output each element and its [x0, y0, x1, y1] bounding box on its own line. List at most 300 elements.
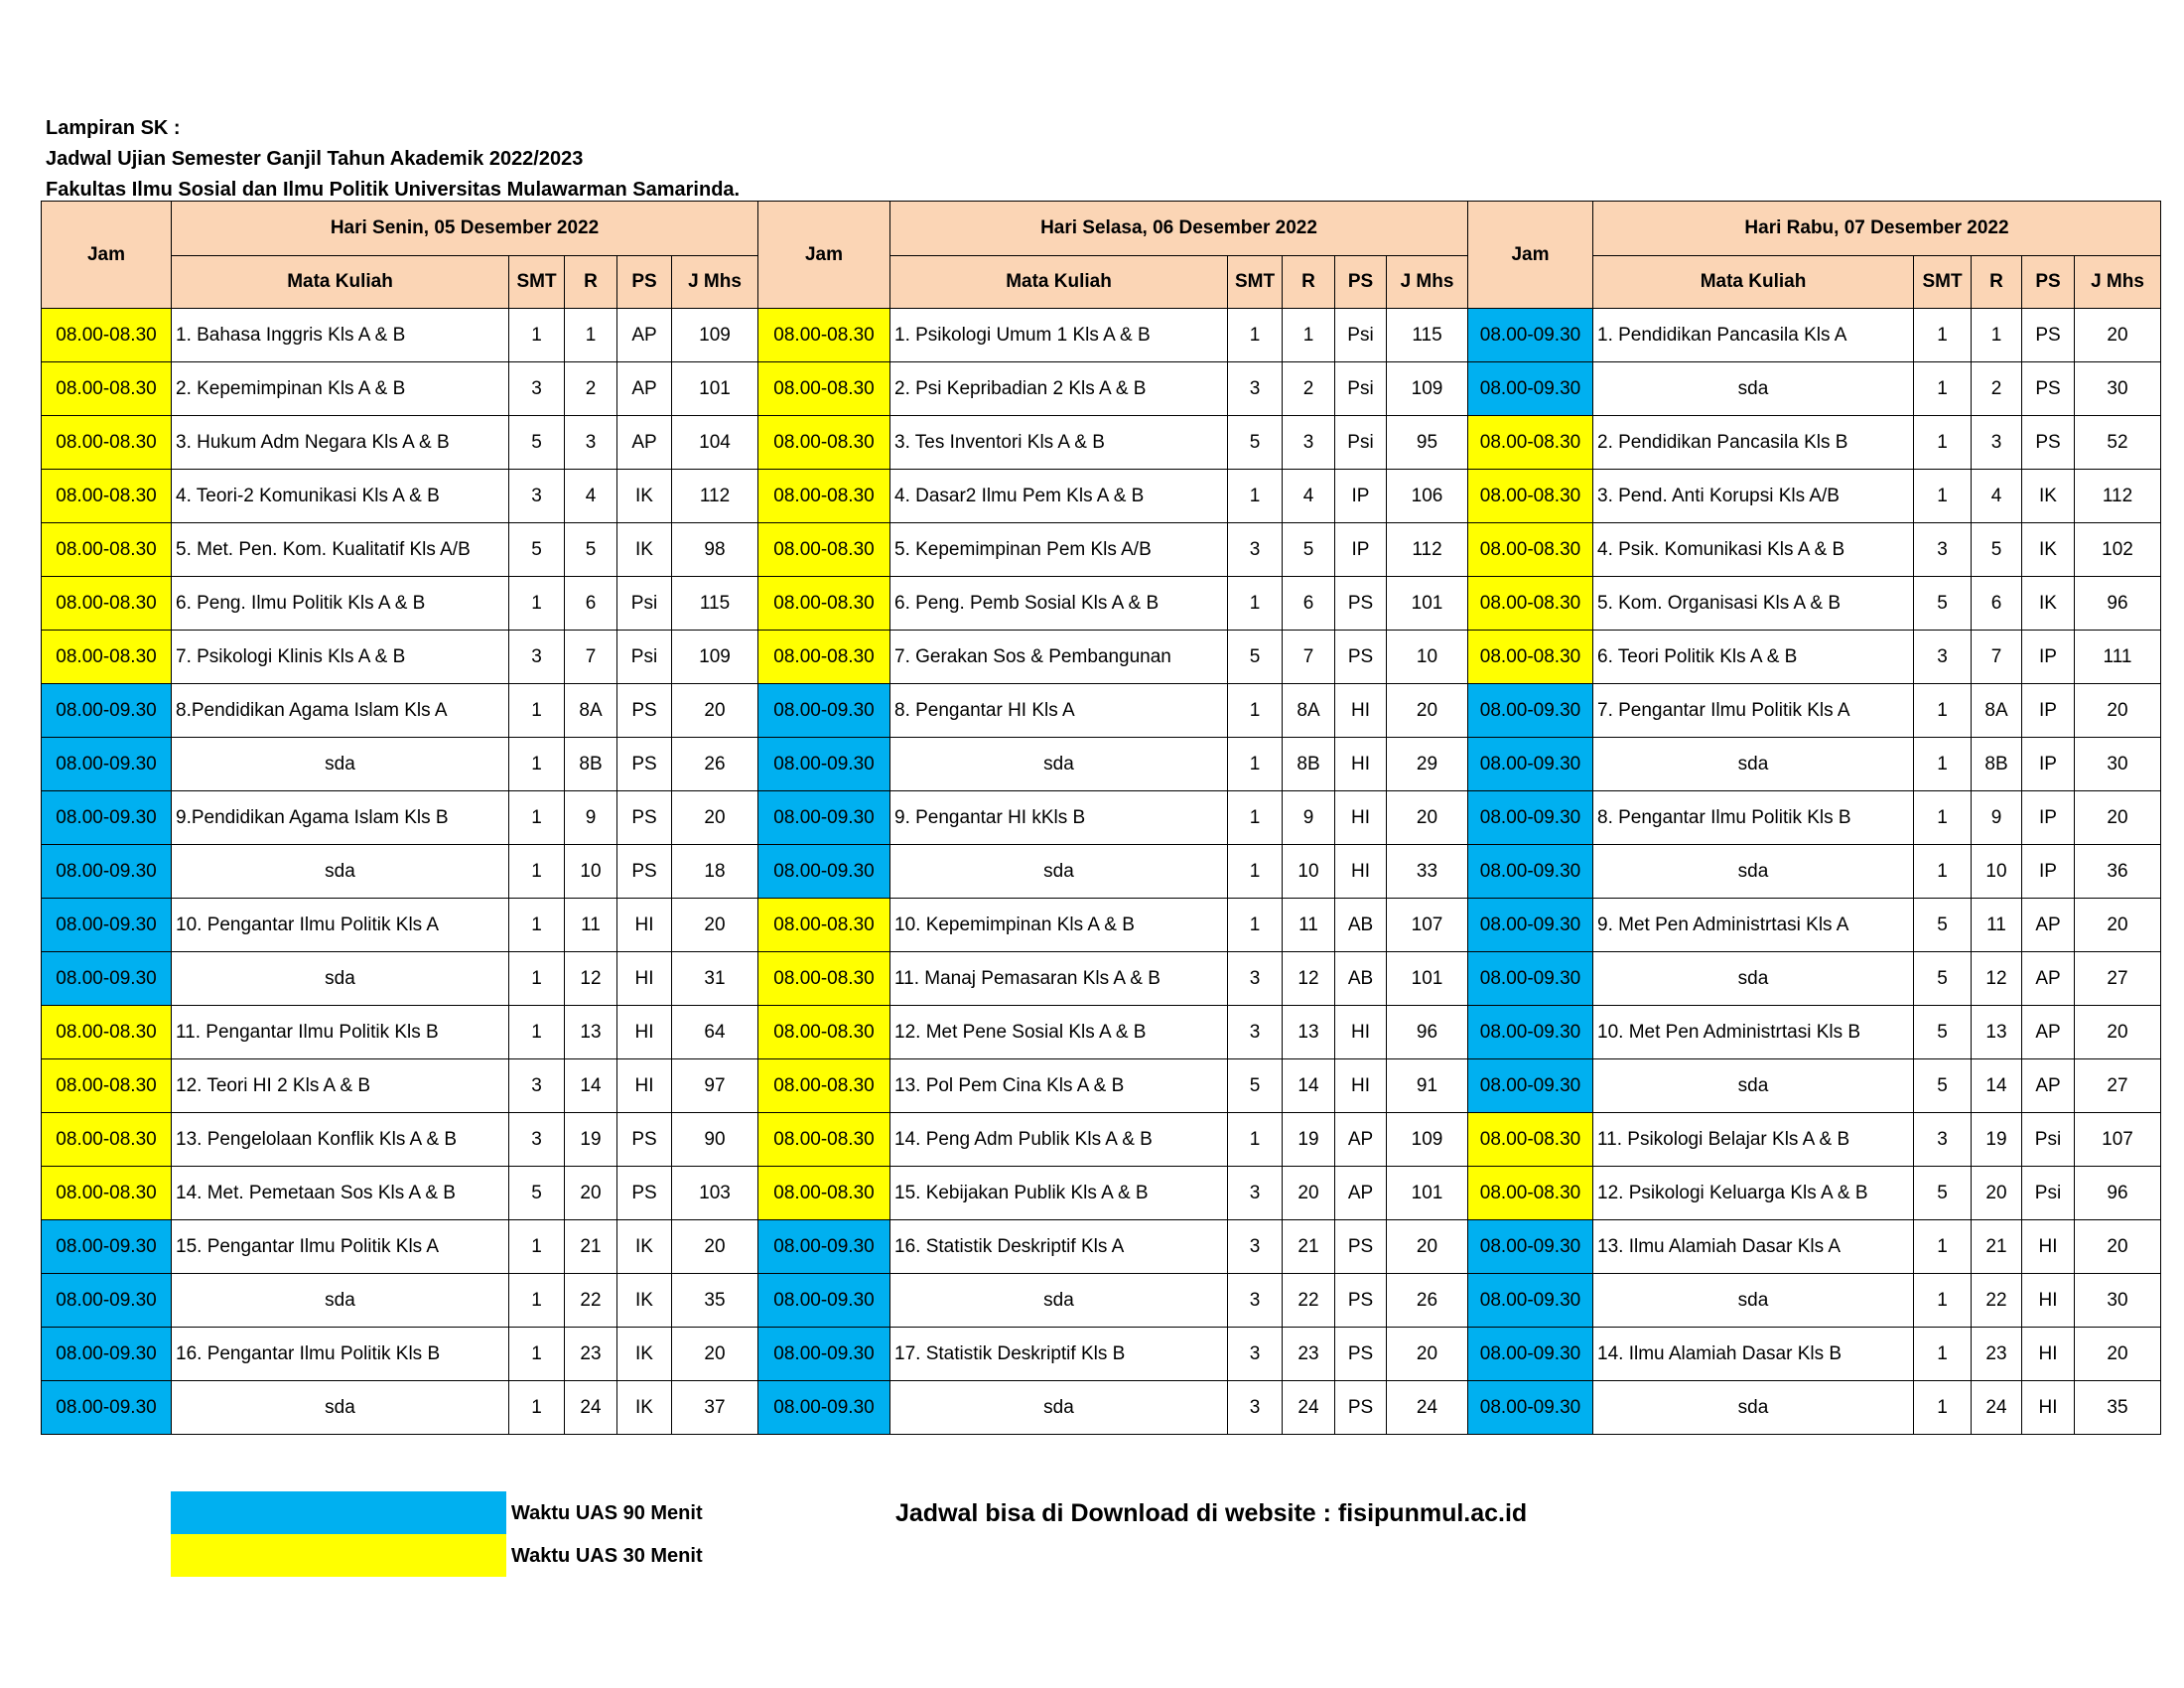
student-count-cell: 20 — [672, 791, 758, 845]
jam-cell: 08.00-08.30 — [1468, 577, 1593, 631]
student-count-cell: 20 — [2075, 309, 2161, 362]
room-cell: 11 — [1283, 899, 1335, 952]
jam-cell: 08.00-09.30 — [1468, 1006, 1593, 1059]
room-cell: 4 — [1283, 470, 1335, 523]
smt-cell: 1 — [509, 1328, 565, 1381]
student-count-cell: 20 — [672, 1220, 758, 1274]
student-count-cell: 26 — [672, 738, 758, 791]
mata-kuliah-cell: 15. Pengantar Ilmu Politik Kls A — [172, 1220, 509, 1274]
program-cell: HI — [1335, 845, 1387, 899]
mata-kuliah-cell: 6. Peng. Ilmu Politik Kls A & B — [172, 577, 509, 631]
program-cell: AP — [617, 416, 672, 470]
mata-kuliah-cell: 9. Pengantar HI kKls B — [890, 791, 1228, 845]
room-cell: 4 — [565, 470, 617, 523]
smt-cell: 1 — [1228, 791, 1283, 845]
program-cell: PS — [1335, 1328, 1387, 1381]
program-cell: IP — [2022, 738, 2075, 791]
room-cell: 14 — [565, 1059, 617, 1113]
room-cell: 7 — [1972, 631, 2022, 684]
smt-cell: 5 — [1914, 577, 1972, 631]
ps-header: PS — [1335, 256, 1387, 309]
mata-kuliah-cell: 4. Dasar2 Ilmu Pem Kls A & B — [890, 470, 1228, 523]
jam-cell: 08.00-09.30 — [758, 1328, 890, 1381]
smt-cell: 5 — [1228, 416, 1283, 470]
room-cell: 10 — [1283, 845, 1335, 899]
room-cell: 14 — [1972, 1059, 2022, 1113]
room-cell: 20 — [1283, 1167, 1335, 1220]
program-cell: PS — [2022, 309, 2075, 362]
document-heading — [46, 113, 740, 206]
mata-kuliah-cell: sda — [172, 738, 509, 791]
jam-cell: 08.00-08.30 — [42, 470, 172, 523]
program-cell: HI — [617, 952, 672, 1006]
student-count-cell: 20 — [1387, 791, 1468, 845]
program-cell: IK — [617, 1274, 672, 1328]
room-cell: 19 — [1972, 1113, 2022, 1167]
smt-cell: 1 — [1228, 738, 1283, 791]
table-row — [42, 899, 2161, 952]
student-count-cell: 20 — [2075, 1328, 2161, 1381]
jam-cell: 08.00-09.30 — [1468, 684, 1593, 738]
mata-kuliah-cell: 9.Pendidikan Agama Islam Kls B — [172, 791, 509, 845]
legend-swatch-blue — [171, 1491, 506, 1534]
jam-cell: 08.00-08.30 — [758, 309, 890, 362]
mata-kuliah-cell: 1. Psikologi Umum 1 Kls A & B — [890, 309, 1228, 362]
program-cell: AB — [1335, 899, 1387, 952]
smt-cell: 1 — [509, 577, 565, 631]
ps-header: PS — [2022, 256, 2075, 309]
program-cell: AP — [2022, 1059, 2075, 1113]
mata-kuliah-cell: sda — [1593, 845, 1914, 899]
smt-cell: 3 — [1228, 1006, 1283, 1059]
mata-kuliah-cell: 1. Pendidikan Pancasila Kls A — [1593, 309, 1914, 362]
program-cell: PS — [617, 845, 672, 899]
table-row — [42, 362, 2161, 416]
mata-kuliah-header: Mata Kuliah — [890, 256, 1228, 309]
student-count-cell: 20 — [672, 1328, 758, 1381]
room-cell: 6 — [565, 577, 617, 631]
smt-cell: 1 — [1914, 470, 1972, 523]
room-cell: 2 — [1283, 362, 1335, 416]
mata-kuliah-cell: 12. Teori HI 2 Kls A & B — [172, 1059, 509, 1113]
room-cell: 2 — [565, 362, 617, 416]
room-cell: 2 — [1972, 362, 2022, 416]
jam-cell: 08.00-09.30 — [42, 952, 172, 1006]
jam-cell: 08.00-08.30 — [758, 470, 890, 523]
room-cell: 8B — [565, 738, 617, 791]
smt-cell: 3 — [1228, 1274, 1283, 1328]
room-cell: 22 — [1283, 1274, 1335, 1328]
smt-cell: 3 — [509, 470, 565, 523]
smt-cell: 1 — [1228, 684, 1283, 738]
smt-cell: 5 — [1914, 1167, 1972, 1220]
student-count-cell: 95 — [1387, 416, 1468, 470]
room-cell: 10 — [565, 845, 617, 899]
jam-cell: 08.00-08.30 — [1468, 631, 1593, 684]
table-row — [42, 1167, 2161, 1220]
program-cell: HI — [617, 1059, 672, 1113]
table-row — [42, 470, 2161, 523]
jam-cell: 08.00-09.30 — [42, 1328, 172, 1381]
student-count-cell: 109 — [672, 631, 758, 684]
jam-cell: 08.00-08.30 — [1468, 416, 1593, 470]
program-cell: IK — [617, 1328, 672, 1381]
jam-cell: 08.00-08.30 — [1468, 1167, 1593, 1220]
student-count-cell: 20 — [2075, 899, 2161, 952]
student-count-cell: 10 — [1387, 631, 1468, 684]
schedule-body — [42, 309, 2161, 1435]
room-cell: 9 — [1283, 791, 1335, 845]
heading-line-1: Lampiran SK : — [46, 117, 181, 139]
room-cell: 11 — [1972, 899, 2022, 952]
mata-kuliah-cell: 17. Statistik Deskriptif Kls B — [890, 1328, 1228, 1381]
jam-cell: 08.00-09.30 — [758, 1381, 890, 1435]
mata-kuliah-cell: 11. Psikologi Belajar Kls A & B — [1593, 1113, 1914, 1167]
mata-kuliah-cell: 2. Psi Kepribadian 2 Kls A & B — [890, 362, 1228, 416]
room-cell: 8A — [1283, 684, 1335, 738]
room-cell: 21 — [565, 1220, 617, 1274]
jam-cell: 08.00-09.30 — [1468, 1274, 1593, 1328]
program-cell: AP — [2022, 1006, 2075, 1059]
program-cell: PS — [617, 791, 672, 845]
smt-cell: 1 — [509, 684, 565, 738]
jam-cell: 08.00-08.30 — [42, 1059, 172, 1113]
smt-cell: 1 — [1914, 684, 1972, 738]
heading-line-2: Jadwal Ujian Semester Ganjil Tahun Akademik 2022/2023 — [46, 148, 584, 170]
student-count-cell: 18 — [672, 845, 758, 899]
jam-cell: 08.00-08.30 — [758, 1006, 890, 1059]
program-cell: Psi — [617, 631, 672, 684]
student-count-cell: 101 — [1387, 1167, 1468, 1220]
mata-kuliah-cell: 3. Hukum Adm Negara Kls A & B — [172, 416, 509, 470]
program-cell: PS — [617, 684, 672, 738]
mata-kuliah-cell: 14. Peng Adm Publik Kls A & B — [890, 1113, 1228, 1167]
smt-cell: 1 — [1228, 309, 1283, 362]
smt-cell: 3 — [1914, 523, 1972, 577]
jam-cell: 08.00-08.30 — [758, 577, 890, 631]
smt-cell: 3 — [1228, 1328, 1283, 1381]
mata-kuliah-cell: 12. Met Pene Sosial Kls A & B — [890, 1006, 1228, 1059]
jam-header: Jam — [1468, 202, 1593, 309]
jam-cell: 08.00-09.30 — [42, 791, 172, 845]
smt-cell: 3 — [1228, 362, 1283, 416]
student-count-cell: 52 — [2075, 416, 2161, 470]
mata-kuliah-cell: sda — [1593, 362, 1914, 416]
jam-cell: 08.00-08.30 — [42, 1006, 172, 1059]
mata-kuliah-cell: sda — [890, 738, 1228, 791]
table-row — [42, 309, 2161, 362]
jam-cell: 08.00-08.30 — [1468, 470, 1593, 523]
room-cell: 7 — [1283, 631, 1335, 684]
student-count-cell: 106 — [1387, 470, 1468, 523]
exam-schedule-table — [41, 201, 2161, 1435]
student-count-cell: 112 — [2075, 470, 2161, 523]
mata-kuliah-cell: sda — [1593, 1059, 1914, 1113]
r-header: R — [1972, 256, 2022, 309]
jam-cell: 08.00-09.30 — [1468, 845, 1593, 899]
student-count-cell: 30 — [2075, 1274, 2161, 1328]
mata-kuliah-cell: 16. Statistik Deskriptif Kls A — [890, 1220, 1228, 1274]
mata-kuliah-cell: 4. Teori-2 Komunikasi Kls A & B — [172, 470, 509, 523]
mata-kuliah-cell: 12. Psikologi Keluarga Kls A & B — [1593, 1167, 1914, 1220]
jam-cell: 08.00-09.30 — [42, 1381, 172, 1435]
room-cell: 24 — [1972, 1381, 2022, 1435]
program-cell: IP — [2022, 631, 2075, 684]
student-count-cell: 37 — [672, 1381, 758, 1435]
smt-cell: 3 — [1228, 1167, 1283, 1220]
student-count-cell: 109 — [672, 309, 758, 362]
student-count-cell: 101 — [672, 362, 758, 416]
smt-cell: 3 — [509, 1113, 565, 1167]
room-cell: 3 — [1283, 416, 1335, 470]
student-count-cell: 98 — [672, 523, 758, 577]
program-cell: IP — [2022, 845, 2075, 899]
room-cell: 5 — [1283, 523, 1335, 577]
mata-kuliah-cell: 7. Gerakan Sos & Pembangunan — [890, 631, 1228, 684]
jam-cell: 08.00-09.30 — [1468, 1220, 1593, 1274]
room-cell: 3 — [1972, 416, 2022, 470]
smt-cell: 1 — [509, 791, 565, 845]
ps-header: PS — [617, 256, 672, 309]
smt-cell: 5 — [509, 1167, 565, 1220]
student-count-cell: 33 — [1387, 845, 1468, 899]
table-row — [42, 1220, 2161, 1274]
program-cell: HI — [2022, 1328, 2075, 1381]
program-cell: HI — [2022, 1381, 2075, 1435]
room-cell: 23 — [565, 1328, 617, 1381]
room-cell: 24 — [565, 1381, 617, 1435]
room-cell: 20 — [565, 1167, 617, 1220]
mata-kuliah-cell: sda — [172, 1381, 509, 1435]
student-count-cell: 112 — [1387, 523, 1468, 577]
program-cell: PS — [1335, 577, 1387, 631]
room-cell: 13 — [1283, 1006, 1335, 1059]
jam-cell: 08.00-08.30 — [758, 1113, 890, 1167]
smt-cell: 1 — [1914, 309, 1972, 362]
program-cell: PS — [617, 1167, 672, 1220]
program-cell: HI — [1335, 1006, 1387, 1059]
program-cell: HI — [1335, 791, 1387, 845]
mata-kuliah-cell: 16. Pengantar Ilmu Politik Kls B — [172, 1328, 509, 1381]
program-cell: AP — [2022, 952, 2075, 1006]
room-cell: 6 — [1283, 577, 1335, 631]
mata-kuliah-cell: 10. Pengantar Ilmu Politik Kls A — [172, 899, 509, 952]
mata-kuliah-cell: 2. Kepemimpinan Kls A & B — [172, 362, 509, 416]
program-cell: IP — [2022, 684, 2075, 738]
program-cell: AP — [617, 362, 672, 416]
room-cell: 1 — [565, 309, 617, 362]
mata-kuliah-cell: 13. Pol Pem Cina Kls A & B — [890, 1059, 1228, 1113]
room-cell: 23 — [1283, 1328, 1335, 1381]
student-count-cell: 27 — [2075, 1059, 2161, 1113]
program-cell: AP — [2022, 899, 2075, 952]
room-cell: 22 — [565, 1274, 617, 1328]
smt-cell: 1 — [509, 309, 565, 362]
smt-cell: 1 — [1914, 1220, 1972, 1274]
student-count-cell: 91 — [1387, 1059, 1468, 1113]
jam-cell: 08.00-08.30 — [42, 1167, 172, 1220]
program-cell: AP — [617, 309, 672, 362]
jam-cell: 08.00-09.30 — [1468, 738, 1593, 791]
program-cell: IP — [2022, 791, 2075, 845]
mata-kuliah-cell: 3. Tes Inventori Kls A & B — [890, 416, 1228, 470]
mata-kuliah-cell: sda — [890, 1274, 1228, 1328]
student-count-cell: 107 — [1387, 899, 1468, 952]
jam-cell: 08.00-08.30 — [42, 1113, 172, 1167]
room-cell: 1 — [1972, 309, 2022, 362]
program-cell: IP — [1335, 523, 1387, 577]
student-count-cell: 20 — [2075, 791, 2161, 845]
student-count-cell: 20 — [2075, 684, 2161, 738]
mata-kuliah-cell: sda — [1593, 952, 1914, 1006]
student-count-cell: 64 — [672, 1006, 758, 1059]
day-header: Hari Selasa, 06 Desember 2022 — [890, 202, 1468, 256]
jam-cell: 08.00-08.30 — [1468, 523, 1593, 577]
mata-kuliah-cell: 10. Kepemimpinan Kls A & B — [890, 899, 1228, 952]
program-cell: IK — [617, 523, 672, 577]
jam-cell: 08.00-09.30 — [1468, 899, 1593, 952]
mata-kuliah-cell: 4. Psik. Komunikasi Kls A & B — [1593, 523, 1914, 577]
mata-kuliah-cell: 13. Ilmu Alamiah Dasar Kls A — [1593, 1220, 1914, 1274]
jam-cell: 08.00-09.30 — [1468, 952, 1593, 1006]
smt-cell: 5 — [1228, 631, 1283, 684]
program-cell: HI — [1335, 684, 1387, 738]
day-header: Hari Senin, 05 Desember 2022 — [172, 202, 758, 256]
mata-kuliah-cell: 7. Psikologi Klinis Kls A & B — [172, 631, 509, 684]
smt-cell: 3 — [1228, 523, 1283, 577]
jam-cell: 08.00-08.30 — [758, 899, 890, 952]
student-count-cell: 103 — [672, 1167, 758, 1220]
mata-kuliah-cell: sda — [172, 845, 509, 899]
student-count-cell: 90 — [672, 1113, 758, 1167]
program-cell: AP — [1335, 1167, 1387, 1220]
program-cell: AB — [1335, 952, 1387, 1006]
table-row — [42, 1059, 2161, 1113]
mata-kuliah-cell: sda — [1593, 1381, 1914, 1435]
jam-cell: 08.00-09.30 — [42, 684, 172, 738]
jam-cell: 08.00-08.30 — [758, 952, 890, 1006]
program-cell: PS — [1335, 1381, 1387, 1435]
jam-cell: 08.00-08.30 — [758, 631, 890, 684]
room-cell: 12 — [1283, 952, 1335, 1006]
student-count-cell: 26 — [1387, 1274, 1468, 1328]
smt-cell: 5 — [1228, 1059, 1283, 1113]
jam-cell: 08.00-08.30 — [42, 631, 172, 684]
jam-cell: 08.00-09.30 — [758, 1220, 890, 1274]
student-count-cell: 96 — [1387, 1006, 1468, 1059]
jam-cell: 08.00-09.30 — [758, 1274, 890, 1328]
table-row — [42, 952, 2161, 1006]
smt-cell: 5 — [1914, 1059, 1972, 1113]
student-count-cell: 20 — [1387, 1328, 1468, 1381]
jam-cell: 08.00-09.30 — [758, 845, 890, 899]
smt-header: SMT — [1914, 256, 1972, 309]
smt-cell: 5 — [509, 416, 565, 470]
room-cell: 8A — [1972, 684, 2022, 738]
smt-cell: 1 — [509, 1220, 565, 1274]
table-row — [42, 523, 2161, 577]
program-cell: IK — [617, 1381, 672, 1435]
smt-cell: 5 — [1914, 1006, 1972, 1059]
jam-cell: 08.00-08.30 — [42, 523, 172, 577]
mata-kuliah-cell: 6. Teori Politik Kls A & B — [1593, 631, 1914, 684]
room-cell: 7 — [565, 631, 617, 684]
mata-kuliah-cell: 14. Met. Pemetaan Sos Kls A & B — [172, 1167, 509, 1220]
room-cell: 12 — [1972, 952, 2022, 1006]
student-count-cell: 20 — [672, 684, 758, 738]
jam-cell: 08.00-08.30 — [42, 362, 172, 416]
mata-kuliah-cell: 3. Pend. Anti Korupsi Kls A/B — [1593, 470, 1914, 523]
student-count-cell: 111 — [2075, 631, 2161, 684]
program-cell: HI — [1335, 738, 1387, 791]
student-count-cell: 36 — [2075, 845, 2161, 899]
jam-cell: 08.00-09.30 — [758, 684, 890, 738]
room-cell: 23 — [1972, 1328, 2022, 1381]
room-cell: 14 — [1283, 1059, 1335, 1113]
program-cell: PS — [2022, 362, 2075, 416]
student-count-cell: 31 — [672, 952, 758, 1006]
room-cell: 11 — [565, 899, 617, 952]
table-row — [42, 684, 2161, 738]
table-row — [42, 1328, 2161, 1381]
program-cell: Psi — [617, 577, 672, 631]
room-cell: 6 — [1972, 577, 2022, 631]
program-cell: Psi — [1335, 309, 1387, 362]
student-count-cell: 109 — [1387, 1113, 1468, 1167]
mata-kuliah-cell: 1. Bahasa Inggris Kls A & B — [172, 309, 509, 362]
student-count-cell: 101 — [1387, 952, 1468, 1006]
legend-label-blue: Waktu UAS 90 Menit — [511, 1502, 703, 1524]
jam-cell: 08.00-09.30 — [1468, 362, 1593, 416]
program-cell: PS — [617, 1113, 672, 1167]
smt-cell: 3 — [1228, 952, 1283, 1006]
room-cell: 21 — [1283, 1220, 1335, 1274]
jam-cell: 08.00-09.30 — [42, 1220, 172, 1274]
mata-kuliah-cell: 5. Met. Pen. Kom. Kualitatif Kls A/B — [172, 523, 509, 577]
jam-header: Jam — [42, 202, 172, 309]
jam-cell: 08.00-08.30 — [42, 416, 172, 470]
jam-cell: 08.00-08.30 — [758, 1059, 890, 1113]
smt-cell: 1 — [509, 899, 565, 952]
smt-cell: 1 — [1914, 416, 1972, 470]
jam-cell: 08.00-09.30 — [42, 1274, 172, 1328]
room-cell: 1 — [1283, 309, 1335, 362]
smt-cell: 1 — [1228, 845, 1283, 899]
heading-line-3: Fakultas Ilmu Sosial dan Ilmu Politik Universitas Mulawarman Samarinda. — [46, 179, 741, 201]
room-cell: 8B — [1283, 738, 1335, 791]
mata-kuliah-header: Mata Kuliah — [172, 256, 509, 309]
smt-cell: 5 — [1914, 952, 1972, 1006]
smt-cell: 1 — [509, 738, 565, 791]
student-count-cell: 20 — [672, 899, 758, 952]
jam-header: Jam — [758, 202, 890, 309]
smt-cell: 1 — [1914, 845, 1972, 899]
student-count-cell: 24 — [1387, 1381, 1468, 1435]
jam-cell: 08.00-09.30 — [758, 738, 890, 791]
room-cell: 10 — [1972, 845, 2022, 899]
mata-kuliah-cell: 11. Pengantar Ilmu Politik Kls B — [172, 1006, 509, 1059]
room-cell: 9 — [565, 791, 617, 845]
room-cell: 22 — [1972, 1274, 2022, 1328]
smt-cell: 1 — [1914, 791, 1972, 845]
program-cell: PS — [617, 738, 672, 791]
legend-label-yellow: Waktu UAS 30 Menit — [511, 1545, 703, 1567]
smt-cell: 3 — [509, 631, 565, 684]
smt-cell: 3 — [1914, 1113, 1972, 1167]
student-count-cell: 97 — [672, 1059, 758, 1113]
student-count-cell: 20 — [2075, 1006, 2161, 1059]
mata-kuliah-cell: sda — [1593, 738, 1914, 791]
